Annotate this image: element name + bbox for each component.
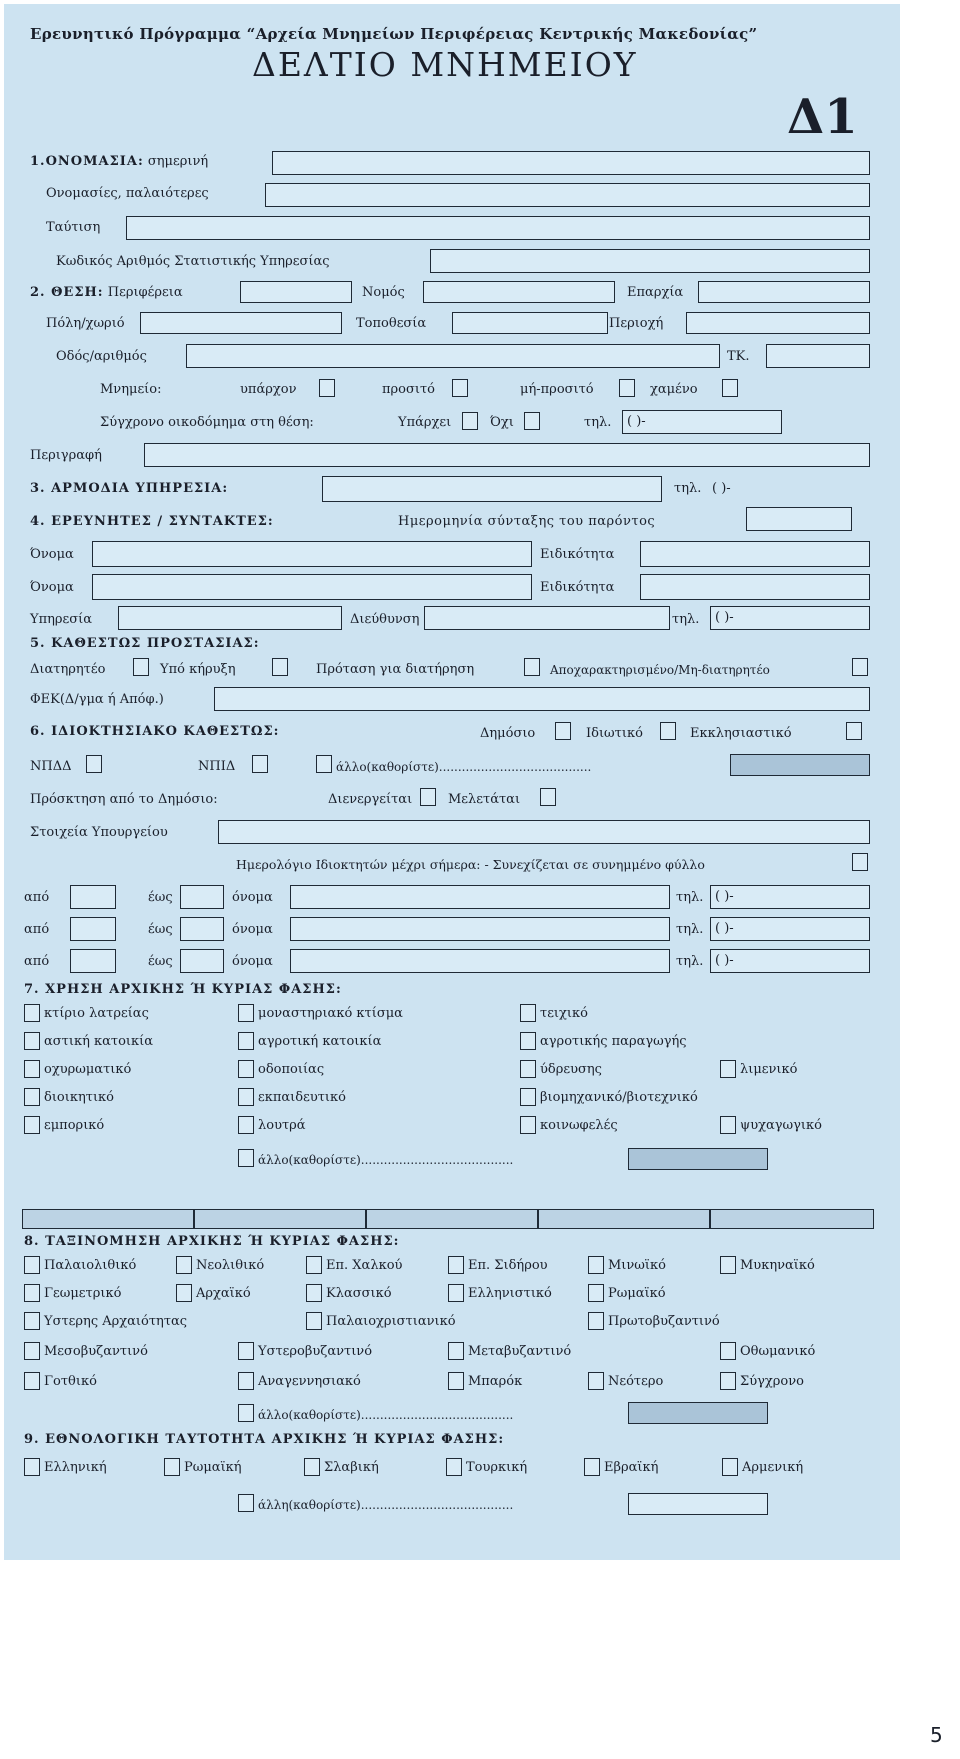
identification-field[interactable] [126, 216, 870, 240]
period-checkbox[interactable] [306, 1284, 322, 1302]
divider-cell [22, 1209, 194, 1229]
section-3-title: 3. ΑΡΜΟΔΙΑ ΥΠΗΡΕΣΙΑ: [30, 481, 229, 496]
label-private: Ιδιωτικό [586, 726, 643, 741]
use-label: εμπορικό [44, 1118, 105, 1133]
label-npid: ΝΠΙΔ [198, 759, 236, 774]
label-name-2: Όνομα [30, 580, 74, 595]
use-label: αγροτική κατοικία [258, 1034, 382, 1049]
period-checkbox[interactable] [238, 1342, 254, 1360]
period-label: Αρχαϊκό [196, 1286, 251, 1301]
period-label: Νεολιθικό [196, 1258, 265, 1273]
npid-checkbox[interactable] [252, 755, 268, 773]
stat-code-field[interactable] [430, 249, 870, 273]
label-from-2: από [24, 922, 50, 937]
use-other-field[interactable] [628, 1148, 768, 1170]
tel-field-s2[interactable] [622, 410, 782, 434]
label-name-1: Όνομα [30, 547, 74, 562]
delisted-checkbox[interactable] [852, 658, 868, 676]
use-label: λουτρά [258, 1118, 306, 1133]
ethnic-label: Ρωμαϊκή [184, 1460, 242, 1475]
researcher-service-field[interactable] [118, 606, 342, 630]
tel-format-o2: ( )- [715, 921, 734, 936]
label-prefecture: Νομός [362, 285, 405, 300]
label-accessible: προσιτό [382, 382, 436, 397]
owner-tel-1-field[interactable] [710, 885, 870, 909]
label-delisted: Αποχαρακτηρισμένο/Μη-διατηρητέο [550, 663, 770, 677]
description-field[interactable] [144, 443, 870, 467]
period-other-checkbox[interactable] [238, 1404, 254, 1422]
period-checkbox[interactable] [448, 1256, 464, 1274]
label-service: Υπηρεσία [30, 612, 93, 627]
label-spec-2: Ειδικότητα [540, 580, 615, 595]
use-label: κτίριο λατρείας [44, 1006, 149, 1021]
period-checkbox[interactable] [238, 1372, 254, 1390]
use-other-checkbox[interactable] [238, 1149, 254, 1167]
label-use-other: άλλο(καθορίστε)........................................ [258, 1153, 514, 1167]
divider-cell [366, 1209, 538, 1229]
label-acquisition: Πρόσκτηση από το Δημόσιο: [30, 792, 218, 807]
period-checkbox[interactable] [720, 1256, 736, 1274]
specialty-1-field[interactable] [640, 541, 870, 567]
proposal-checkbox[interactable] [524, 658, 540, 676]
owner-name-3-field[interactable] [290, 949, 670, 973]
use-label: λιμενικό [740, 1062, 798, 1077]
ministry-field[interactable] [218, 820, 870, 844]
program-title: Ερευνητικό Πρόγραμμα “Αρχεία Μνημείων Περιφέρειας Κεντρικής Μακεδονίας” [30, 25, 758, 43]
continues-checkbox[interactable] [852, 853, 868, 871]
tel-field-s4[interactable] [710, 606, 870, 630]
period-label: Μινωϊκό [608, 1258, 666, 1273]
ethnic-label: Τουρκική [466, 1460, 528, 1475]
section-5-title: 5. ΚΑΘΕΣΤΩΣ ΠΡΟΣΤΑΣΙΑΣ: [30, 636, 260, 651]
label-npdd: ΝΠΔΔ [30, 759, 72, 774]
use-label: εκπαιδευτικό [258, 1090, 346, 1105]
period-checkbox[interactable] [176, 1256, 192, 1274]
period-label: Νεότερο [608, 1374, 664, 1389]
label-lost: χαμένο [650, 382, 698, 397]
inaccessible-checkbox[interactable] [619, 379, 635, 397]
label-ministry: Στοιχεία Υπουργείου [30, 825, 168, 840]
tk-field[interactable] [766, 344, 870, 368]
use-label: διοικητικό [44, 1090, 115, 1105]
from-3-field[interactable] [70, 949, 116, 973]
owner-tel-2-field[interactable] [710, 917, 870, 941]
label-studied: Μελετάται [448, 792, 521, 807]
accessible-checkbox[interactable] [452, 379, 468, 397]
use-checkbox[interactable] [520, 1060, 536, 1078]
researcher-name-1-field[interactable] [92, 541, 532, 567]
use-label: οδοποιίας [258, 1062, 325, 1077]
label-tel-o3: τηλ. [676, 954, 704, 969]
use-checkbox[interactable] [238, 1060, 254, 1078]
period-checkbox[interactable] [588, 1284, 604, 1302]
period-checkbox[interactable] [24, 1284, 40, 1302]
ethnic-label: Αρμενική [742, 1460, 804, 1475]
period-checkbox[interactable] [306, 1312, 322, 1330]
s1-line [30, 154, 208, 170]
specialty-2-field[interactable] [640, 574, 870, 600]
period-label: Γοτθικό [44, 1374, 97, 1389]
period-label: Αναγεννησιακό [258, 1374, 361, 1389]
use-checkbox[interactable] [520, 1004, 536, 1022]
section-2-title: 2. ΘΕΣΗ: [30, 285, 104, 300]
ethnic-checkbox[interactable] [304, 1458, 320, 1476]
use-checkbox[interactable] [238, 1088, 254, 1106]
label-tel-s3: τηλ. [674, 481, 702, 496]
label-period-other: άλλο(καθορίστε)........................................ [258, 1408, 514, 1422]
label-exists: υπάρχον [240, 382, 297, 397]
ownership-other-checkbox[interactable] [316, 755, 332, 773]
ethnic-checkbox[interactable] [722, 1458, 738, 1476]
label-tel-o1: τηλ. [676, 890, 704, 905]
period-checkbox[interactable] [448, 1372, 464, 1390]
address-field[interactable] [424, 606, 670, 630]
label-date: Ημερομηνία σύνταξης του παρόντος [398, 514, 656, 529]
use-label: τειχικό [540, 1006, 588, 1021]
label-ongoing: Διενεργείται [328, 792, 413, 807]
ethnic-label: Ελληνική [44, 1460, 107, 1475]
tel-format-s4: ( )- [715, 610, 734, 625]
area-field[interactable] [686, 312, 870, 334]
label-spec-1: Ειδικότητα [540, 547, 615, 562]
to-1-field[interactable] [180, 885, 224, 909]
province-field[interactable] [698, 281, 870, 303]
label-location: Τοποθεσία [356, 316, 427, 331]
period-label: Υστεροβυζαντινό [258, 1344, 373, 1359]
label-owner-name-1: όνομα [232, 890, 273, 905]
period-label: Παλαιολιθικό [44, 1258, 137, 1273]
period-label: Οθωμανικό [740, 1344, 816, 1359]
label-province: Επαρχία [627, 285, 684, 300]
label-monument: Μνημείο: [100, 382, 162, 397]
to-3-field[interactable] [180, 949, 224, 973]
label-to-1: έως [148, 890, 173, 905]
label-proposal: Πρόταση για διατήρηση [316, 662, 475, 677]
period-label: Ρωμαϊκό [608, 1286, 666, 1301]
label-ethnic-other: άλλη(καθορίστε)........................................ [258, 1498, 514, 1512]
ethnic-other-checkbox[interactable] [238, 1494, 254, 1512]
label-address: Διεύθυνση [350, 612, 420, 627]
period-checkbox[interactable] [24, 1312, 40, 1330]
researcher-name-2-field[interactable] [92, 574, 532, 600]
period-checkbox[interactable] [448, 1284, 464, 1302]
ethnic-label: Εβραϊκή [604, 1460, 659, 1475]
label-modern-building: Σύγχρονο οικοδόμημα στη θέση: [100, 415, 314, 430]
use-label: μοναστηριακό κτίσμα [258, 1006, 403, 1021]
period-checkbox[interactable] [176, 1284, 192, 1302]
period-checkbox[interactable] [24, 1256, 40, 1274]
to-2-field[interactable] [180, 917, 224, 941]
use-label: αστική κατοικία [44, 1034, 154, 1049]
use-checkbox[interactable] [24, 1032, 40, 1050]
use-label: οχυρωματικό [44, 1062, 132, 1077]
church-checkbox[interactable] [846, 722, 862, 740]
period-label: Κλασσικό [326, 1286, 392, 1301]
ethnic-label: Σλαβική [324, 1460, 379, 1475]
label-owner-name-3: όνομα [232, 954, 273, 969]
use-checkbox[interactable] [520, 1088, 536, 1106]
period-label: Υστερης Αρχαιότητας [44, 1314, 188, 1329]
label-owner-name-2: όνομα [232, 922, 273, 937]
period-label: Ελληνιστικό [468, 1286, 552, 1301]
use-checkbox[interactable] [24, 1060, 40, 1078]
location-field[interactable] [452, 312, 608, 334]
use-label: ύδρευσης [540, 1062, 602, 1077]
ethnic-other-field[interactable] [628, 1493, 768, 1515]
private-checkbox[interactable] [660, 722, 676, 740]
use-checkbox[interactable] [24, 1088, 40, 1106]
use-checkbox[interactable] [238, 1004, 254, 1022]
studied-checkbox[interactable] [540, 788, 556, 806]
period-label: Γεωμετρικό [44, 1286, 122, 1301]
label-description: Περιγραφή [30, 448, 102, 463]
pending-checkbox[interactable] [272, 658, 288, 676]
from-2-field[interactable] [70, 917, 116, 941]
label-ownership-other: άλλο(καθορίστε)........................................ [336, 760, 592, 774]
section-8-title: 8. ΤΑΞΙΝΟΜΗΣΗ ΑΡΧΙΚΗΣ Ή ΚΥΡΙΑΣ ΦΑΣΗΣ: [24, 1234, 400, 1249]
current-name-field[interactable] [272, 151, 870, 175]
period-checkbox[interactable] [24, 1372, 40, 1390]
fek-field[interactable] [214, 687, 870, 711]
label-older-names: Ονομασίες, παλαιότερες [46, 186, 209, 201]
period-checkbox[interactable] [588, 1372, 604, 1390]
label-to-3: έως [148, 954, 173, 969]
public-checkbox[interactable] [555, 722, 571, 740]
ethnic-checkbox[interactable] [24, 1458, 40, 1476]
period-label: Μυκηναϊκό [740, 1258, 815, 1273]
modern-yes-checkbox[interactable] [462, 412, 478, 430]
section-7-title: 7. ΧΡΗΣΗ ΑΡΧΙΚΗΣ Ή ΚΥΡΙΑΣ ΦΑΣΗΣ: [24, 982, 342, 997]
section-9-title: 9. ΕΘΝΟΛΟΓΙΚΗ ΤΑΥΤΟΤΗΤΑ ΑΡΧΙΚΗΣ Ή ΚΥΡΙΑΣ ΦΑΣΗΣ: [24, 1432, 505, 1447]
ethnic-checkbox[interactable] [164, 1458, 180, 1476]
label-fek: ΦΕΚ(Δ/γμα ή Απόφ.) [30, 692, 164, 707]
label-tk: ΤΚ. [727, 349, 750, 364]
modern-no-checkbox[interactable] [524, 412, 540, 430]
use-label: κοινωφελές [540, 1118, 618, 1133]
period-label: Σύγχρονο [740, 1374, 804, 1389]
period-label: Μεσοβυζαντινό [44, 1344, 148, 1359]
label-tel-s4: τηλ. [672, 612, 700, 627]
label-owners-diary: Ημερολόγιο Ιδιοκτητών μέχρι σήμερα: - Συνεχίζεται σε συνημμένο φύλλο [236, 857, 705, 872]
use-checkbox[interactable] [24, 1004, 40, 1022]
label-to-2: έως [148, 922, 173, 937]
period-checkbox[interactable] [588, 1312, 604, 1330]
period-label: Πρωτοβυζαντινό [608, 1314, 720, 1329]
tel-format: ( )- [627, 414, 646, 429]
label-area: Περιοχή [609, 316, 664, 331]
label-church: Εκκλησιαστικό [690, 726, 792, 741]
label-tel-s2: τηλ. [584, 415, 612, 430]
from-1-field[interactable] [70, 885, 116, 909]
street-field[interactable] [186, 344, 720, 368]
period-label: Παλαιοχριστιανικό [326, 1314, 456, 1329]
divider-cell [194, 1209, 366, 1229]
section-6-title: 6. ΙΔΙΟΚΤΗΣΙΑΚΟ ΚΑΘΕΣΤΩΣ: [30, 724, 280, 739]
divider-cell [538, 1209, 710, 1229]
ongoing-checkbox[interactable] [420, 788, 436, 806]
divider-cell [710, 1209, 874, 1229]
form-code: Δ1 [787, 89, 858, 145]
protected-checkbox[interactable] [133, 658, 149, 676]
period-other-field[interactable] [628, 1402, 768, 1424]
date-field[interactable] [746, 507, 852, 531]
label-from-3: από [24, 954, 50, 969]
exists-checkbox[interactable] [319, 379, 335, 397]
use-checkbox[interactable] [520, 1116, 536, 1134]
lost-checkbox[interactable] [722, 379, 738, 397]
use-label: ψυχαγωγικό [740, 1118, 822, 1133]
label-pending: Υπό κήρυξη [160, 662, 236, 677]
form-title: ΔΕΛΤΙΟ ΜΝΗΜΕΙΟΥ [252, 45, 638, 84]
use-checkbox[interactable] [720, 1116, 736, 1134]
period-checkbox[interactable] [588, 1256, 604, 1274]
tel-format-s3: ( )- [712, 481, 731, 496]
use-label: αγροτικής παραγωγής [540, 1034, 687, 1049]
ownership-other-field[interactable] [730, 754, 870, 776]
label-protected: Διατηρητέο [30, 662, 106, 677]
label-street: Οδός/αριθμός [56, 349, 147, 364]
use-checkbox[interactable] [520, 1032, 536, 1050]
region-field[interactable] [240, 281, 352, 303]
use-checkbox[interactable] [238, 1116, 254, 1134]
use-checkbox[interactable] [24, 1116, 40, 1134]
label-region: Περιφέρεια [107, 285, 183, 300]
service-field[interactable] [322, 476, 662, 502]
label-inaccessible: μή-προσιτό [520, 382, 594, 397]
town-field[interactable] [140, 312, 342, 334]
period-checkbox[interactable] [306, 1256, 322, 1274]
label-tel-o2: τηλ. [676, 922, 704, 937]
period-checkbox[interactable] [24, 1342, 40, 1360]
period-label: Επ. Σιδήρου [468, 1258, 548, 1273]
use-checkbox[interactable] [238, 1032, 254, 1050]
period-checkbox[interactable] [720, 1342, 736, 1360]
period-label: Επ. Χαλκού [326, 1258, 403, 1273]
prefecture-field[interactable] [423, 281, 615, 303]
tel-format-o3: ( )- [715, 953, 734, 968]
period-checkbox[interactable] [720, 1372, 736, 1390]
label-yes: Υπάρχει [398, 415, 452, 430]
npdd-checkbox[interactable] [86, 755, 102, 773]
label-no: Όχι [490, 415, 514, 430]
section-1-title: 1.ΟΝΟΜΑΣΙΑ: [30, 154, 144, 169]
owner-name-2-field[interactable] [290, 917, 670, 941]
label-identification: Ταύτιση [46, 220, 101, 235]
label-from-1: από [24, 890, 50, 905]
label-stat-code: Κωδικός Αριθμός Στατιστικής Υπηρεσίας [56, 254, 330, 269]
label-town: Πόλη/χωριό [46, 316, 125, 331]
owner-name-1-field[interactable] [290, 885, 670, 909]
owner-tel-3-field[interactable] [710, 949, 870, 973]
older-names-field[interactable] [265, 183, 870, 207]
use-checkbox[interactable] [720, 1060, 736, 1078]
label-current-name: σημερινή [147, 154, 209, 169]
use-label: βιομηχανικό/βιοτεχνικό [540, 1090, 698, 1105]
ethnic-checkbox[interactable] [446, 1458, 462, 1476]
tel-format-o1: ( )- [715, 889, 734, 904]
period-label: Μπαρόκ [468, 1374, 523, 1389]
ethnic-checkbox[interactable] [584, 1458, 600, 1476]
period-label: Μεταβυζαντινό [468, 1344, 572, 1359]
period-checkbox[interactable] [448, 1342, 464, 1360]
page-number: 5 [930, 1723, 943, 1747]
label-public: Δημόσιο [480, 726, 536, 741]
section-4-title: 4. ΕΡΕΥΝΗΤΕΣ / ΣΥΝΤΑΚΤΕΣ: [30, 514, 274, 529]
